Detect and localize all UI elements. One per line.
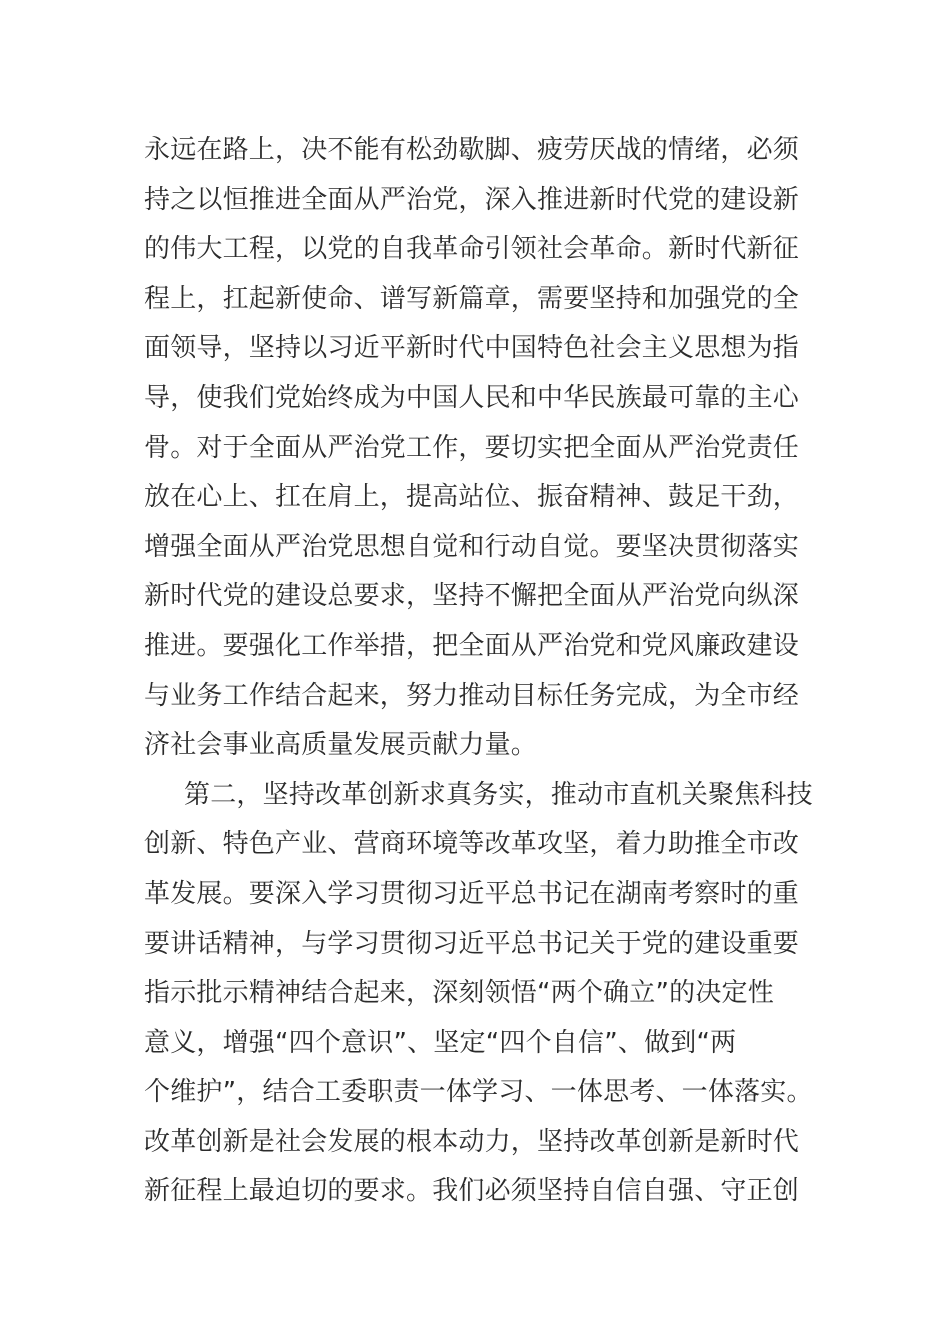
text-line: 济社会事业高质量发展贡献力量。: [144, 730, 538, 761]
text-line: 革发展。要深入学习贯彻习近平总书记在湖南考察时的重: [144, 878, 800, 909]
text-line: 程上，扛起新使命、谱写新篇章，需要坚持和加强党的全: [144, 283, 800, 314]
text-line: 面领导，坚持以习近平新时代中国特色社会主义思想为指: [144, 333, 800, 364]
text-line: 持之以恒推进全面从严治党，深入推进新时代党的建设新: [144, 184, 800, 215]
text-line: 导，使我们党始终成为中国人民和中华民族最可靠的主心: [144, 382, 800, 413]
text-line: 永远在路上，决不能有松劲歇脚、疲劳厌战的情绪，必须: [144, 135, 800, 165]
text-line: 意义，增强“四个意识”、坚定“四个自信”、做到“两: [144, 1027, 737, 1058]
text-line: 新征程上最迫切的要求。我们必须坚持自信自强、守正创: [144, 1176, 800, 1207]
text-line: 改革创新是社会发展的根本动力，坚持改革创新是新时代: [144, 1126, 800, 1157]
paragraph-start-line: 第二，坚持改革创新求真务实，推动市直机关聚焦科技: [184, 779, 813, 810]
text-line: 要讲话精神，与学习贯彻习近平总书记关于党的建设重要: [144, 928, 800, 959]
text-line: 增强全面从严治党思想自觉和行动自觉。要坚决贯彻落实: [144, 531, 800, 562]
body-text: [144, 126, 824, 1217]
text-line: 个维护”，结合工委职责一体学习、一体思考、一体落实。: [144, 1077, 813, 1108]
text-line: 推进。要强化工作举措，把全面从严治党和党风廉政建设: [144, 630, 800, 661]
text-line: 新时代党的建设总要求，坚持不懈把全面从严治党向纵深: [144, 581, 800, 612]
text-line: 与业务工作结合起来，努力推动目标任务完成，为全市经: [144, 680, 800, 711]
text-line: 的伟大工程，以党的自我革命引领社会革命。新时代新征: [144, 234, 800, 265]
text-line: 创新、特色产业、营商环境等改革攻坚，着力助推全市改: [144, 829, 800, 860]
text-line: 放在心上、扛在肩上，提高站位、振奋精神、鼓足干劲，: [144, 482, 800, 513]
text-line: 指示批示精神结合起来，深刻领悟“两个确立”的决定性: [144, 978, 774, 1009]
text-line: 骨。对于全面从严治党工作，要切实把全面从严治党责任: [144, 432, 800, 463]
